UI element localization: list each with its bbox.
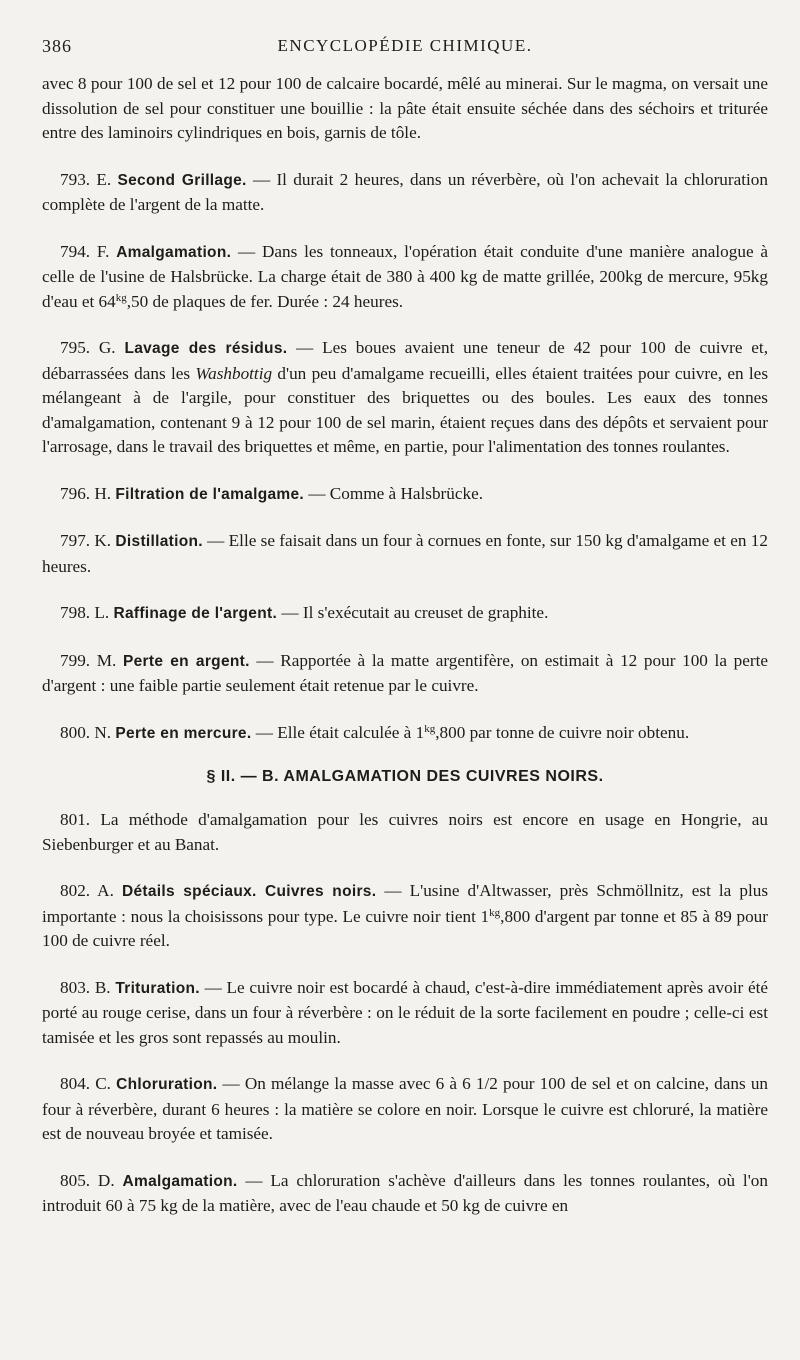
paragraph-number: 804. C. (60, 1074, 111, 1093)
paragraph-text: — On mélange la masse avec 6 à 6 1/2 pour 100 de sel et on calcine, dans un four à réverbère, durant 6 heures : la matière se colore en noir. Lorsque le cuivre est chloruré, la matière est de nouveau broyée et tamisée. (42, 1074, 769, 1143)
unit-superscript: kg (424, 722, 436, 735)
paragraph-text: — Elle était calculée à 1 (251, 722, 425, 742)
paragraph-heading: Amalgamation. (116, 243, 232, 261)
paragraph-number: 793. E. (60, 169, 112, 189)
paragraph-text: — Rapportée à la matte argentifère, on estimait à 12 pour 100 la perte d'argent : une faible partie seulement était retenue par le cuivre. (42, 650, 768, 695)
paragraph-804 (42, 1072, 768, 1147)
paragraph-number: 796. H. (60, 483, 112, 503)
italic-term: Washbottig (195, 363, 273, 383)
paragraph-796 (42, 482, 768, 508)
paragraph-heading: Lavage des résidus. (124, 340, 288, 357)
paragraph-number: 803. B. (60, 977, 111, 997)
paragraph-text: — Le cuivre noir est bocardé à chaud, c'est-à-dire immédiatement après avoir été porté au rouge cerise, dans un four à réverbère : on le réduit de la sorte facilement en poudre ; celle-ci est tamisée et les gros sont repassés au moulin. (42, 977, 769, 1047)
paragraph-heading: Raffinage de l'argent. (113, 605, 278, 622)
paragraph-number: 805. D. (60, 1170, 115, 1190)
paragraph-heading: Distillation. (115, 533, 203, 550)
paragraph-text: — Il durait 2 heures, dans un réverbère, où l'on achevait la chloruration complète de l'argent de la matte. (42, 169, 768, 214)
page-number: 386 (42, 36, 72, 56)
paragraph-text: — La chloruration s'achève d'ailleurs dans les tonnes roulantes, où l'on introduit 60 à 75 kg de la matière, avec de l'eau chaude et 50 kg de cuivre en (42, 1170, 768, 1215)
paragraph-heading: Perte en argent. (123, 652, 250, 670)
paragraph-798 (42, 601, 768, 627)
running-title: ENCYCLOPÉDIE CHIMIQUE. (277, 36, 533, 55)
paragraph-799 (42, 649, 768, 699)
paragraph-heading: Second Grillage. (117, 171, 247, 189)
paragraph-text: — L'usine d'Altwasser, près Schmöllnitz, est la plus importante : nous la choisissons pour type. Le cuivre noir tient 1 (42, 881, 769, 926)
paragraph-continuation: avec 8 pour 100 de sel et 12 pour 100 de calcaire bocardé, mêlé au minerai. Sur le magma, on versait une dissolution de sel pour constituer une bouillie : la pâte était ensuite séchée dans des séchoirs et triturée entre des laminoirs cylindriques en bois, garnis de tôle. (42, 74, 768, 142)
paragraph-heading: Trituration. (115, 979, 200, 997)
paragraph-text-end: ,800 d'argent par tonne et 85 à 89 pour 100 de cuivre réel. (42, 906, 768, 950)
paragraph-number: 798. L. (60, 603, 110, 622)
paragraph-number: 801. (60, 810, 91, 829)
paragraph-heading: Amalgamation. (122, 1172, 238, 1190)
paragraph-803 (42, 976, 768, 1051)
paragraph-text: — Comme à Halsbrücke. (304, 483, 484, 503)
running-header (42, 36, 768, 72)
paragraph-text: — Dans les tonneaux, l'opération était conduite d'une manière analogue à celle de l'usine de Halsbrücke. La charge était de 380 à 400 kg de matte grillée, 200kg de mercure, 95kg d'eau et 64 (42, 241, 769, 311)
paragraph-number: 800. N. (60, 722, 112, 742)
paragraph-802 (42, 879, 768, 954)
paragraph-number: 795. G. (60, 338, 116, 357)
paragraph-text-end: ,50 de plaques de fer. Durée : 24 heures. (126, 291, 404, 311)
paragraph-797 (42, 529, 768, 579)
paragraph-heading: Détails spéciaux. Cuivres noirs. (121, 883, 377, 900)
paragraph-805 (42, 1169, 768, 1219)
paragraph-text: — Les boues avaient une teneur de 42 pour 100 de cuivre et, débarrassées dans les (42, 338, 768, 383)
unit-superscript: kg (489, 906, 501, 919)
paragraph-text: La méthode d'amalgamation pour les cuivres noirs est encore en usage en Hongrie, au Siebenburger et au Banat. (42, 810, 768, 854)
paragraph-number: 802. A. (60, 881, 114, 900)
paragraph-number: 797. K. (60, 531, 112, 550)
paragraph-heading: Filtration de l'amalgame. (115, 485, 305, 503)
paragraph-text: — Il s'exécutait au creuset de graphite. (277, 603, 549, 622)
paragraph-heading: Perte en mercure. (115, 724, 252, 742)
unit-superscript: kg (115, 291, 127, 304)
paragraph-text: — Elle se faisait dans un four à cornues en fonte, sur 150 kg d'amalgame et en 12 heures. (42, 531, 768, 576)
paragraph-801 (42, 808, 768, 857)
paragraph-793 (42, 168, 768, 218)
paragraph-number: 794. F. (60, 241, 110, 261)
paragraph-number: 799. M. (60, 650, 117, 670)
paragraph-794 (42, 240, 768, 315)
paragraph-800 (42, 721, 768, 747)
paragraph-heading: Chloruration. (116, 1076, 218, 1093)
paragraph-795 (42, 336, 768, 460)
paragraph-text-end: ,800 par tonne de cuivre noir obtenu. (435, 722, 690, 742)
paragraph-text-end: d'un peu d'amalgame recueilli, elles étaient traitées pour cuivre, en les mélangeant à de l'argile, pour constituer des briquettes ou des boules. Les eaux des tonnes d'amalgamation, contenant 9 à 12 pour 100 de sel marin, étaient reçues dans des dépôts et servaient pour l'arrosage, dans le travail des briquettes et même, en partie, pour l'alimentation des tonnes roulantes. (42, 363, 769, 456)
section-title: § II. — B. AMALGAMATION DES CUIVRES NOIRS. (206, 768, 604, 785)
